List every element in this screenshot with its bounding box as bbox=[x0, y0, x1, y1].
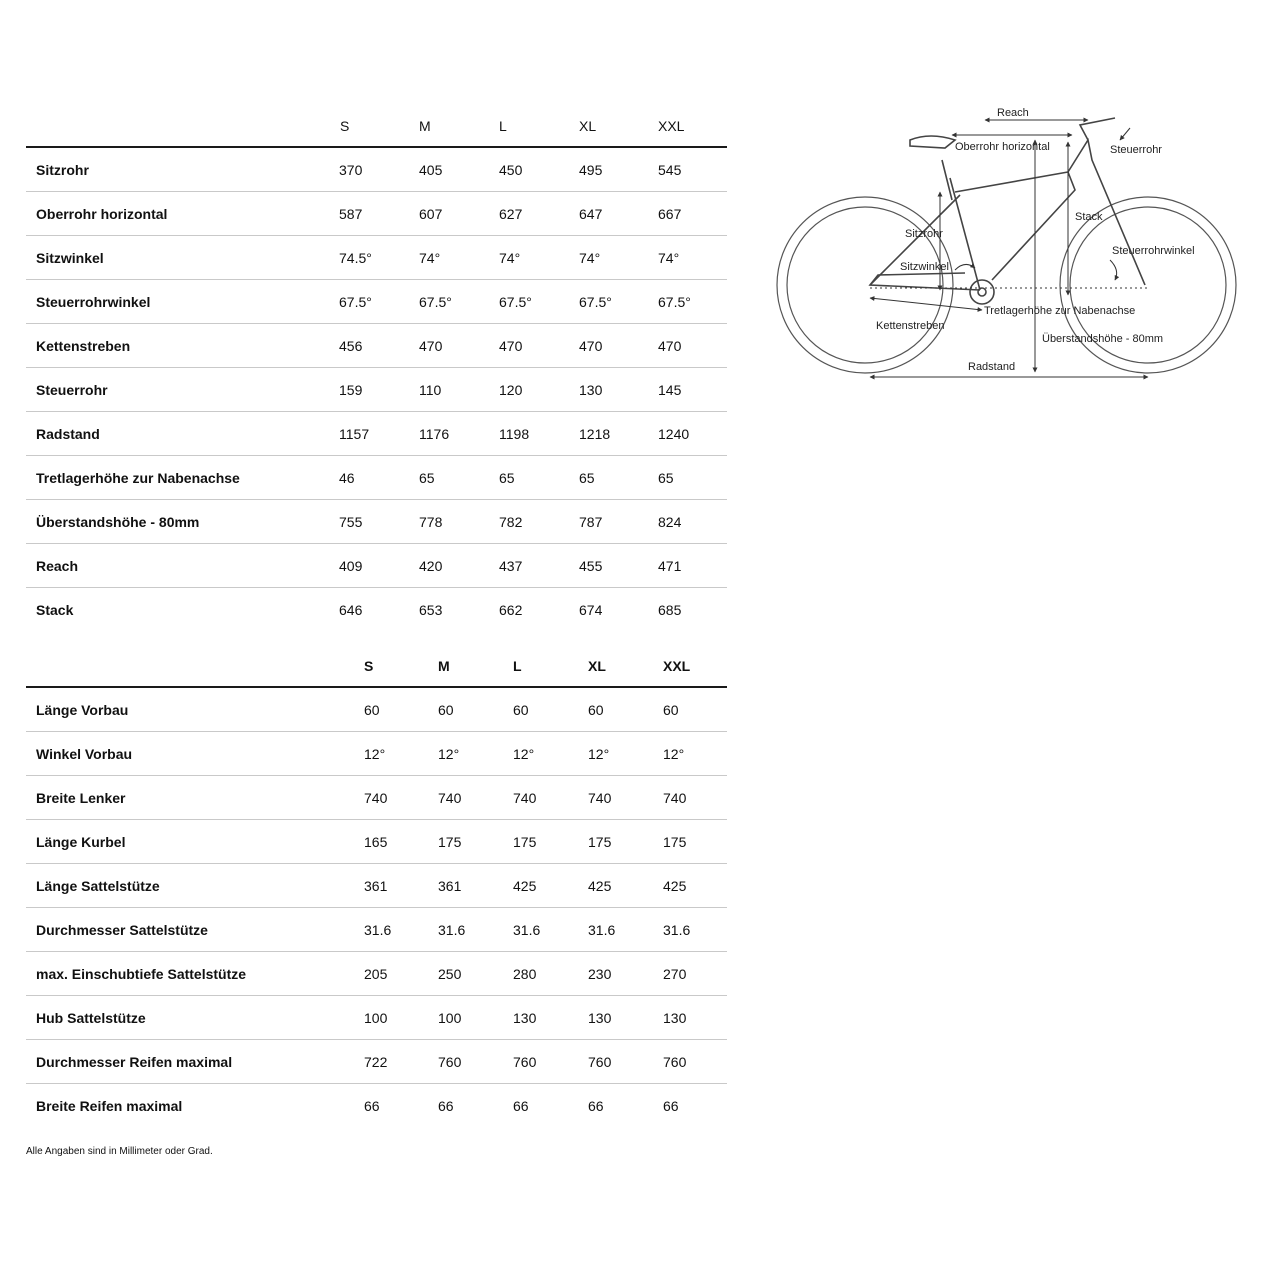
cell-value: 607 bbox=[419, 206, 443, 222]
cell-value: 100 bbox=[364, 1010, 388, 1026]
cell-value: 74° bbox=[499, 250, 521, 266]
table-row bbox=[26, 1040, 727, 1084]
cell-value: 65 bbox=[658, 470, 674, 486]
cell-value: 760 bbox=[663, 1054, 687, 1070]
cell-value: 66 bbox=[438, 1098, 454, 1114]
cell-value: 740 bbox=[663, 790, 687, 806]
cell-value: 760 bbox=[513, 1054, 537, 1070]
cell-value: 60 bbox=[663, 702, 679, 718]
table-row bbox=[26, 864, 727, 908]
table-row bbox=[26, 688, 727, 732]
cell-value: 12° bbox=[438, 746, 460, 762]
label-tretlager: Tretlagerhöhe zur Nabenachse bbox=[984, 305, 1136, 317]
cell-value: 31.6 bbox=[438, 922, 466, 938]
cell-value: 60 bbox=[513, 702, 529, 718]
table-row bbox=[26, 908, 727, 952]
label-kettenstreben: Kettenstreben bbox=[876, 320, 945, 332]
cell-value: 1240 bbox=[658, 426, 690, 442]
row-label: Steuerrohr bbox=[36, 382, 108, 398]
row-label: Länge Sattelstütze bbox=[36, 878, 160, 894]
table-row bbox=[26, 732, 727, 776]
cell-value: 205 bbox=[364, 966, 388, 982]
cell-value: 67.5° bbox=[419, 294, 452, 310]
row-label: Sitzrohr bbox=[36, 162, 89, 178]
cell-value: 760 bbox=[438, 1054, 462, 1070]
cell-value: 66 bbox=[513, 1098, 529, 1114]
table-row bbox=[26, 456, 727, 500]
size-header-row bbox=[26, 646, 727, 688]
cell-value: 67.5° bbox=[658, 294, 691, 310]
cell-value: 587 bbox=[339, 206, 363, 222]
cell-value: 65 bbox=[499, 470, 515, 486]
row-label: Breite Reifen maximal bbox=[36, 1098, 183, 1114]
row-label: Breite Lenker bbox=[36, 790, 126, 806]
cell-value: 1218 bbox=[579, 426, 611, 442]
cell-value: 31.6 bbox=[663, 922, 691, 938]
cell-value: 470 bbox=[419, 338, 443, 354]
cell-value: 1176 bbox=[419, 426, 450, 442]
label-oberrohr: Oberrohr horizontal bbox=[955, 141, 1050, 153]
row-label: Kettenstreben bbox=[36, 338, 131, 354]
cell-value: 627 bbox=[499, 206, 523, 222]
cell-value: 270 bbox=[663, 966, 687, 982]
cell-value: 647 bbox=[579, 206, 603, 222]
table-body bbox=[26, 148, 727, 631]
cell-value: 67.5° bbox=[499, 294, 532, 310]
table-row bbox=[26, 324, 727, 368]
row-label: Durchmesser Reifen maximal bbox=[36, 1054, 233, 1070]
cell-value: 740 bbox=[438, 790, 462, 806]
size-header: M bbox=[438, 658, 450, 674]
cell-value: 471 bbox=[658, 558, 682, 574]
cell-value: 130 bbox=[579, 382, 603, 398]
cell-value: 782 bbox=[499, 514, 523, 530]
cell-value: 12° bbox=[513, 746, 535, 762]
cell-value: 230 bbox=[588, 966, 612, 982]
row-label: Durchmesser Sattelstütze bbox=[36, 922, 208, 938]
cell-value: 425 bbox=[588, 878, 612, 894]
table-row bbox=[26, 192, 727, 236]
cell-value: 674 bbox=[579, 602, 603, 618]
table-row bbox=[26, 412, 727, 456]
cell-value: 722 bbox=[364, 1054, 388, 1070]
size-header: XL bbox=[579, 118, 597, 134]
bike-geometry-diagram bbox=[770, 100, 1250, 390]
cell-value: 110 bbox=[419, 382, 442, 398]
cell-value: 12° bbox=[663, 746, 685, 762]
row-label: Reach bbox=[36, 558, 79, 574]
cell-value: 545 bbox=[658, 162, 682, 178]
cell-value: 456 bbox=[339, 338, 363, 354]
row-label: Länge Kurbel bbox=[36, 834, 126, 850]
row-label: Sitzwinkel bbox=[36, 250, 104, 266]
row-label: Tretlagerhöhe zur Nabenachse bbox=[36, 470, 240, 486]
cell-value: 778 bbox=[419, 514, 443, 530]
cell-value: 740 bbox=[588, 790, 612, 806]
units-note: Alle Angaben sind in Millimeter oder Grad. bbox=[26, 1146, 213, 1157]
row-label: max. Einschubtiefe Sattelstütze bbox=[36, 966, 247, 982]
cell-value: 250 bbox=[438, 966, 462, 982]
table-row bbox=[26, 500, 727, 544]
table-row bbox=[26, 236, 727, 280]
row-label: Länge Vorbau bbox=[36, 702, 129, 718]
size-header: S bbox=[340, 118, 350, 134]
label-stack: Stack bbox=[1075, 211, 1103, 223]
cell-value: 824 bbox=[658, 514, 682, 530]
components-table bbox=[26, 646, 727, 1127]
cell-value: 455 bbox=[579, 558, 603, 574]
cell-value: 60 bbox=[364, 702, 380, 718]
row-label: Winkel Vorbau bbox=[36, 746, 133, 762]
table-row bbox=[26, 280, 727, 324]
cell-value: 60 bbox=[438, 702, 454, 718]
cell-value: 46 bbox=[339, 470, 355, 486]
size-header-row bbox=[26, 106, 727, 148]
rear-wheel bbox=[777, 197, 953, 373]
cell-value: 65 bbox=[419, 470, 435, 486]
table-row bbox=[26, 776, 727, 820]
cell-value: 662 bbox=[499, 602, 523, 618]
table-body bbox=[26, 688, 727, 1127]
cell-value: 280 bbox=[513, 966, 537, 982]
cell-value: 12° bbox=[364, 746, 386, 762]
cell-value: 361 bbox=[438, 878, 462, 894]
row-label: Stack bbox=[36, 602, 74, 618]
cell-value: 409 bbox=[339, 558, 363, 574]
label-sitzwinkel: Sitzwinkel bbox=[900, 261, 949, 273]
size-header: L bbox=[513, 658, 522, 674]
cell-value: 31.6 bbox=[364, 922, 392, 938]
size-header: M bbox=[419, 118, 431, 134]
cell-value: 60 bbox=[588, 702, 604, 718]
table-row bbox=[26, 544, 727, 588]
cell-value: 74° bbox=[579, 250, 601, 266]
size-header: S bbox=[364, 658, 374, 674]
table-row bbox=[26, 996, 727, 1040]
size-header: XXL bbox=[663, 658, 691, 674]
table-row bbox=[26, 588, 727, 631]
cell-value: 646 bbox=[339, 602, 363, 618]
cell-value: 130 bbox=[513, 1010, 537, 1026]
cell-value: 667 bbox=[658, 206, 682, 222]
cell-value: 437 bbox=[499, 558, 523, 574]
cell-value: 130 bbox=[663, 1010, 687, 1026]
cell-value: 67.5° bbox=[339, 294, 372, 310]
cell-value: 66 bbox=[663, 1098, 679, 1114]
cell-value: 65 bbox=[579, 470, 595, 486]
table-row bbox=[26, 368, 727, 412]
size-header: XXL bbox=[658, 118, 685, 134]
row-label: Überstandshöhe - 80mm bbox=[36, 514, 200, 530]
cell-value: 1157 bbox=[339, 426, 370, 442]
cell-value: 361 bbox=[364, 878, 388, 894]
cell-value: 755 bbox=[339, 514, 363, 530]
table-row bbox=[26, 1084, 727, 1127]
cell-value: 370 bbox=[339, 162, 363, 178]
cell-value: 120 bbox=[499, 382, 523, 398]
front-wheel bbox=[1060, 197, 1236, 373]
cell-value: 740 bbox=[513, 790, 537, 806]
cell-value: 470 bbox=[499, 338, 523, 354]
cell-value: 66 bbox=[364, 1098, 380, 1114]
table-row bbox=[26, 952, 727, 996]
cell-value: 159 bbox=[339, 382, 363, 398]
cell-value: 175 bbox=[663, 834, 687, 850]
cell-value: 495 bbox=[579, 162, 603, 178]
cell-value: 175 bbox=[438, 834, 462, 850]
cell-value: 425 bbox=[663, 878, 687, 894]
row-label: Hub Sattelstütze bbox=[36, 1010, 146, 1026]
label-steuerrohrwinkel: Steuerrohrwinkel bbox=[1112, 245, 1195, 257]
row-label: Steuerrohrwinkel bbox=[36, 294, 151, 310]
geometry-table bbox=[26, 106, 727, 631]
cell-value: 130 bbox=[588, 1010, 612, 1026]
cell-value: 31.6 bbox=[588, 922, 616, 938]
cell-value: 450 bbox=[499, 162, 523, 178]
cell-value: 425 bbox=[513, 878, 537, 894]
label-reach: Reach bbox=[997, 107, 1029, 119]
row-label: Radstand bbox=[36, 426, 100, 442]
cell-value: 685 bbox=[658, 602, 682, 618]
row-label: Oberrohr horizontal bbox=[36, 206, 168, 222]
cell-value: 740 bbox=[364, 790, 388, 806]
cell-value: 1198 bbox=[499, 426, 530, 442]
cell-value: 787 bbox=[579, 514, 603, 530]
cell-value: 74° bbox=[419, 250, 441, 266]
label-sitzrohr: Sitzrohr bbox=[905, 228, 943, 240]
cell-value: 470 bbox=[579, 338, 603, 354]
label-steuerrohr: Steuerrohr bbox=[1110, 144, 1162, 156]
cell-value: 470 bbox=[658, 338, 682, 354]
cell-value: 760 bbox=[588, 1054, 612, 1070]
cell-value: 67.5° bbox=[579, 294, 612, 310]
label-radstand: Radstand bbox=[968, 361, 1016, 373]
size-header: XL bbox=[588, 658, 606, 674]
cell-value: 66 bbox=[588, 1098, 604, 1114]
cell-value: 420 bbox=[419, 558, 443, 574]
cell-value: 31.6 bbox=[513, 922, 541, 938]
cell-value: 74.5° bbox=[339, 250, 372, 266]
cell-value: 165 bbox=[364, 834, 388, 850]
size-header: L bbox=[499, 118, 507, 134]
cell-value: 175 bbox=[513, 834, 537, 850]
cell-value: 100 bbox=[438, 1010, 462, 1026]
cell-value: 74° bbox=[658, 250, 680, 266]
cell-value: 175 bbox=[588, 834, 612, 850]
label-ueberstand: Überstandshöhe - 80mm bbox=[1042, 333, 1164, 345]
table-row bbox=[26, 820, 727, 864]
table-row bbox=[26, 148, 727, 192]
cell-value: 653 bbox=[419, 602, 443, 618]
cell-value: 12° bbox=[588, 746, 610, 762]
cell-value: 145 bbox=[658, 382, 682, 398]
cell-value: 405 bbox=[419, 162, 443, 178]
